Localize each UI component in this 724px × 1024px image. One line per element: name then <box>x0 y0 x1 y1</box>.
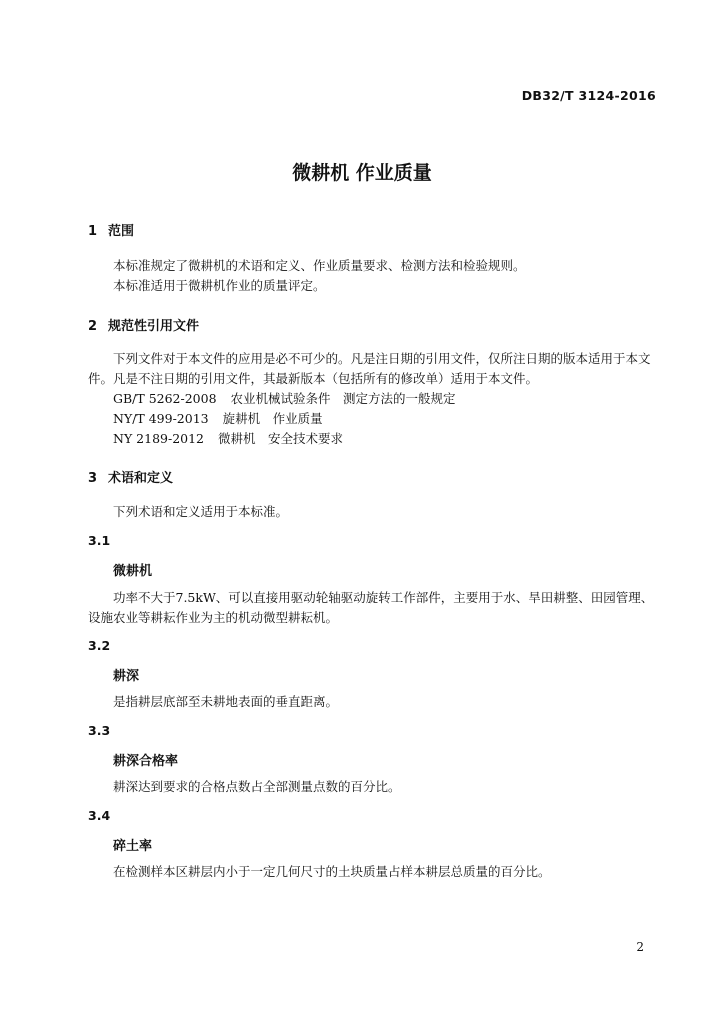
reference-item <box>88 409 658 429</box>
term-3-2-definition <box>88 692 658 712</box>
paragraph: 下列术语和定义适用于本标准。 <box>113 504 289 519</box>
term-3-4-body <box>88 835 658 854</box>
reference-code: NY 2189-2012 <box>113 431 205 446</box>
section-number: 2 <box>88 319 98 334</box>
term-name: 耕深 <box>113 669 140 684</box>
term-3-4-definition <box>88 862 658 882</box>
standard-number: DB32/T 3124-2016 <box>521 88 656 103</box>
reference-item <box>88 429 658 449</box>
section-heading <box>88 467 658 486</box>
section-heading <box>88 220 658 239</box>
term-3-1-body <box>88 560 658 579</box>
term-3-3 <box>88 723 658 738</box>
reference-item <box>88 389 658 409</box>
paragraph: 本标准适用于微耕机作业的质量评定。 <box>113 278 326 293</box>
section-title: 规范性引用文件 <box>108 319 200 334</box>
term-number: 3.3 <box>88 723 111 738</box>
term-3-2-body <box>88 665 658 684</box>
term-name: 碎土率 <box>113 839 153 854</box>
terms-intro <box>88 502 658 522</box>
term-name: 微耕机 <box>113 564 153 579</box>
section-terms <box>88 467 658 486</box>
section-number: 3 <box>88 471 98 486</box>
reference-title: 农业机械试验条件 测定方法的一般规定 <box>230 391 456 406</box>
term-3-4 <box>88 808 658 823</box>
term-number: 3.1 <box>88 533 111 548</box>
term-definition: 是指耕层底部至未耕地表面的垂直距离。 <box>113 694 339 709</box>
reference-title: 微耕机 安全技术要求 <box>218 431 344 446</box>
term-3-1 <box>88 533 658 548</box>
references-body <box>88 349 658 449</box>
scope-body <box>88 256 658 296</box>
term-3-3-definition <box>88 777 658 797</box>
section-title: 术语和定义 <box>108 471 174 486</box>
term-name: 耕深合格率 <box>113 754 179 769</box>
section-normative-references <box>88 315 658 334</box>
term-3-1-definition <box>88 588 658 628</box>
term-definition: 在检测样本区耕层内小于一定几何尺寸的土块质量占样本耕层总质量的百分比。 <box>113 864 551 879</box>
document-title: 微耕机 作业质量 <box>292 162 432 184</box>
paragraph: 本标准规定了微耕机的术语和定义、作业质量要求、检测方法和检验规则。 <box>113 258 526 273</box>
term-number: 3.2 <box>88 638 111 653</box>
term-3-3-body <box>88 750 658 769</box>
term-definition: 耕深达到要求的合格点数占全部测量点数的百分比。 <box>113 779 401 794</box>
term-3-2 <box>88 638 658 653</box>
page-number: 2 <box>636 940 644 954</box>
term-number: 3.4 <box>88 808 111 823</box>
reference-title: 旋耕机 作业质量 <box>222 411 323 426</box>
section-title: 范围 <box>108 224 135 239</box>
reference-code: GB/T 5262-2008 <box>113 391 217 406</box>
term-definition: 功率不大于7.5kW、可以直接用驱动轮轴驱动旋转工作部件，主要用于水、旱田耕整、田园管理、设施农业等耕耘作业为主的机动微型耕耘机。 <box>88 590 654 625</box>
section-scope <box>88 220 658 239</box>
section-number: 1 <box>88 224 98 239</box>
paragraph: 下列文件对于本文件的应用是必不可少的。凡是注日期的引用文件，仅所注日期的版本适用于本文件。凡是不注日期的引用文件，其最新版本（包括所有的修改单）适用于本文件。 <box>88 351 651 386</box>
reference-code: NY/T 499-2013 <box>113 411 209 426</box>
section-heading <box>88 315 658 334</box>
